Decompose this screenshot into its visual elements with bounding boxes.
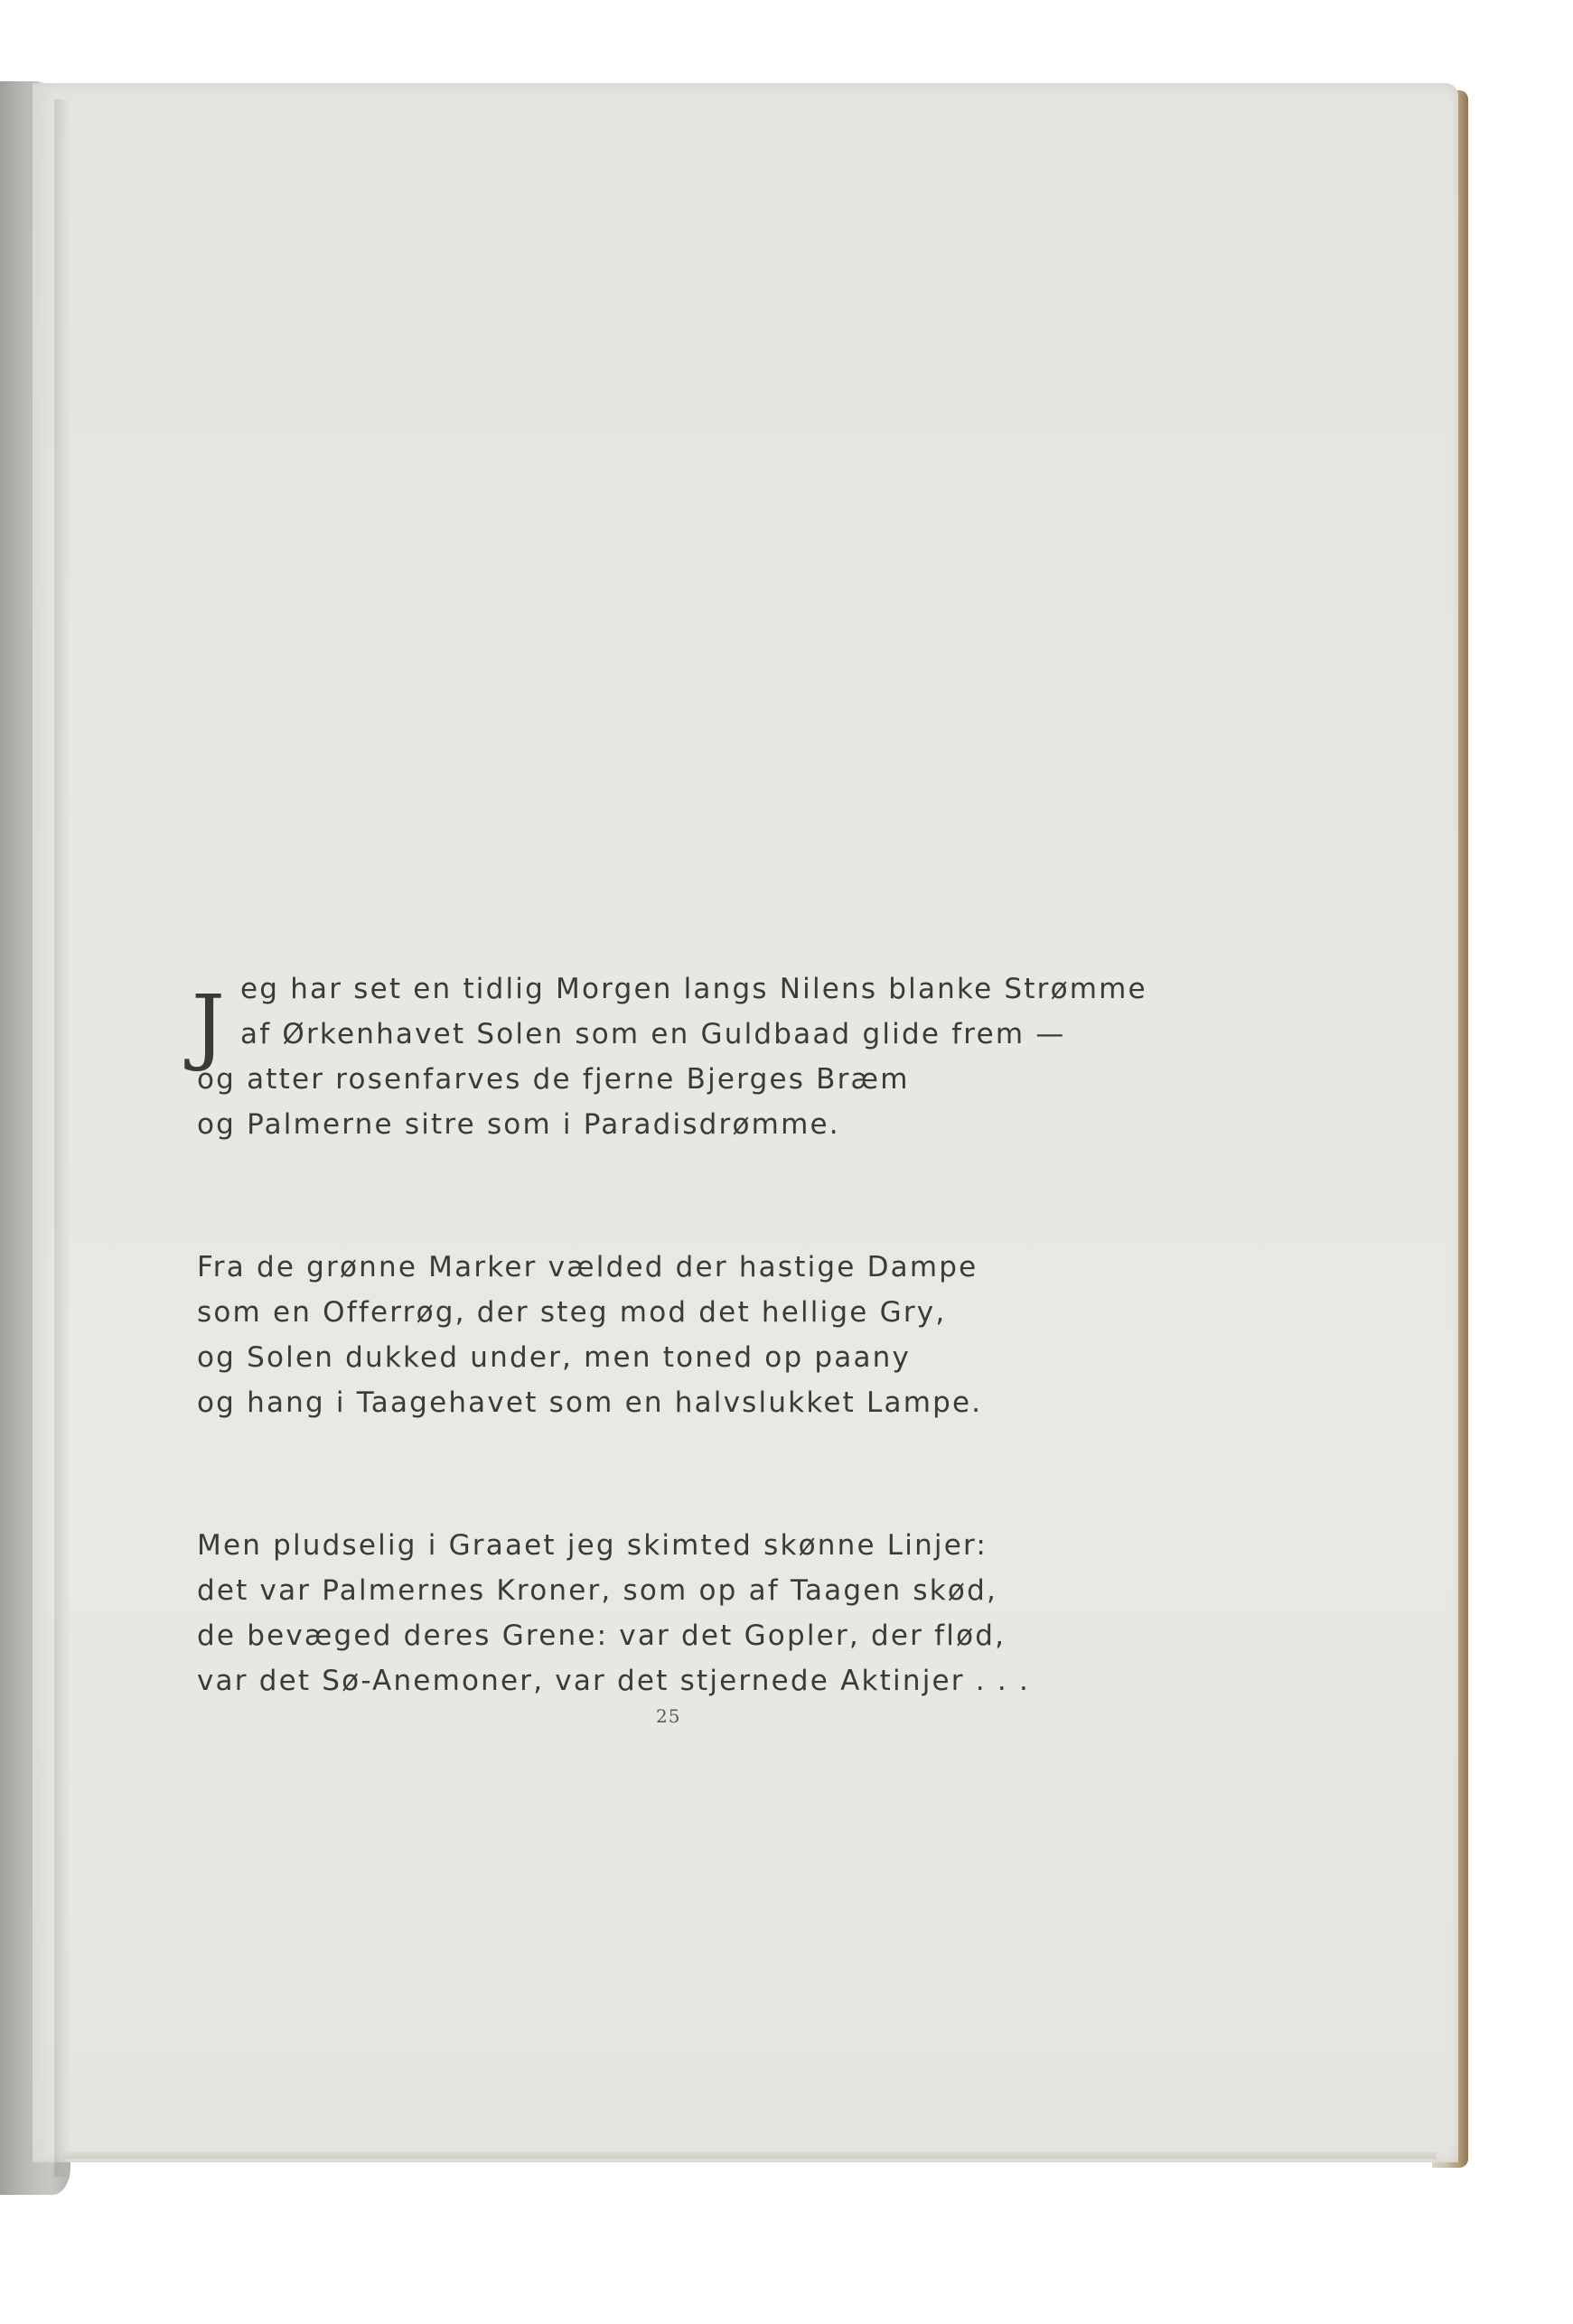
poem-line: var det Sø-Anemoner, var det stjernede Aktinjer . . . xyxy=(197,1665,1031,1697)
poem-line: Men pludselig i Graaet jeg skimted skønne Linjer: xyxy=(197,1529,988,1562)
poem-line: de bevæged deres Grene: var det Gopler, der flød, xyxy=(197,1619,1007,1652)
poem-line: og Palmerne sitre som i Paradisdrømme. xyxy=(197,1108,840,1141)
page-number: 25 xyxy=(656,1705,681,1727)
stanza-3 xyxy=(197,1523,1191,1703)
poem-line: som en Offerrøg, der steg mod det hellige Gry, xyxy=(197,1296,947,1329)
binding-shadow xyxy=(54,99,70,2177)
poem-line: og Solen dukked under, men toned op paany xyxy=(197,1341,912,1374)
poem xyxy=(192,966,1191,1801)
poem-line: og atter rosenfarves de fjerne Bjerges Bræm xyxy=(197,1063,910,1096)
poem-line: og hang i Taagehavet som en halvslukket Lampe. xyxy=(197,1386,983,1419)
stanza-1 xyxy=(192,966,1191,1147)
poem-line: eg har set en tidlig Morgen langs Nilens blanke Strømme xyxy=(240,973,1147,1005)
poem-line: det var Palmernes Kroner, som op af Taagen skød, xyxy=(197,1574,998,1607)
stanza-2 xyxy=(197,1245,1191,1425)
poem-line: af Ørkenhavet Solen som en Guldbaad glide frem — xyxy=(240,1018,1066,1050)
page-bottom-edge xyxy=(63,2151,1437,2159)
drop-cap: J xyxy=(192,977,225,1074)
poem-line: Fra de grønne Marker vælded der hastige Dampe xyxy=(197,1251,978,1283)
